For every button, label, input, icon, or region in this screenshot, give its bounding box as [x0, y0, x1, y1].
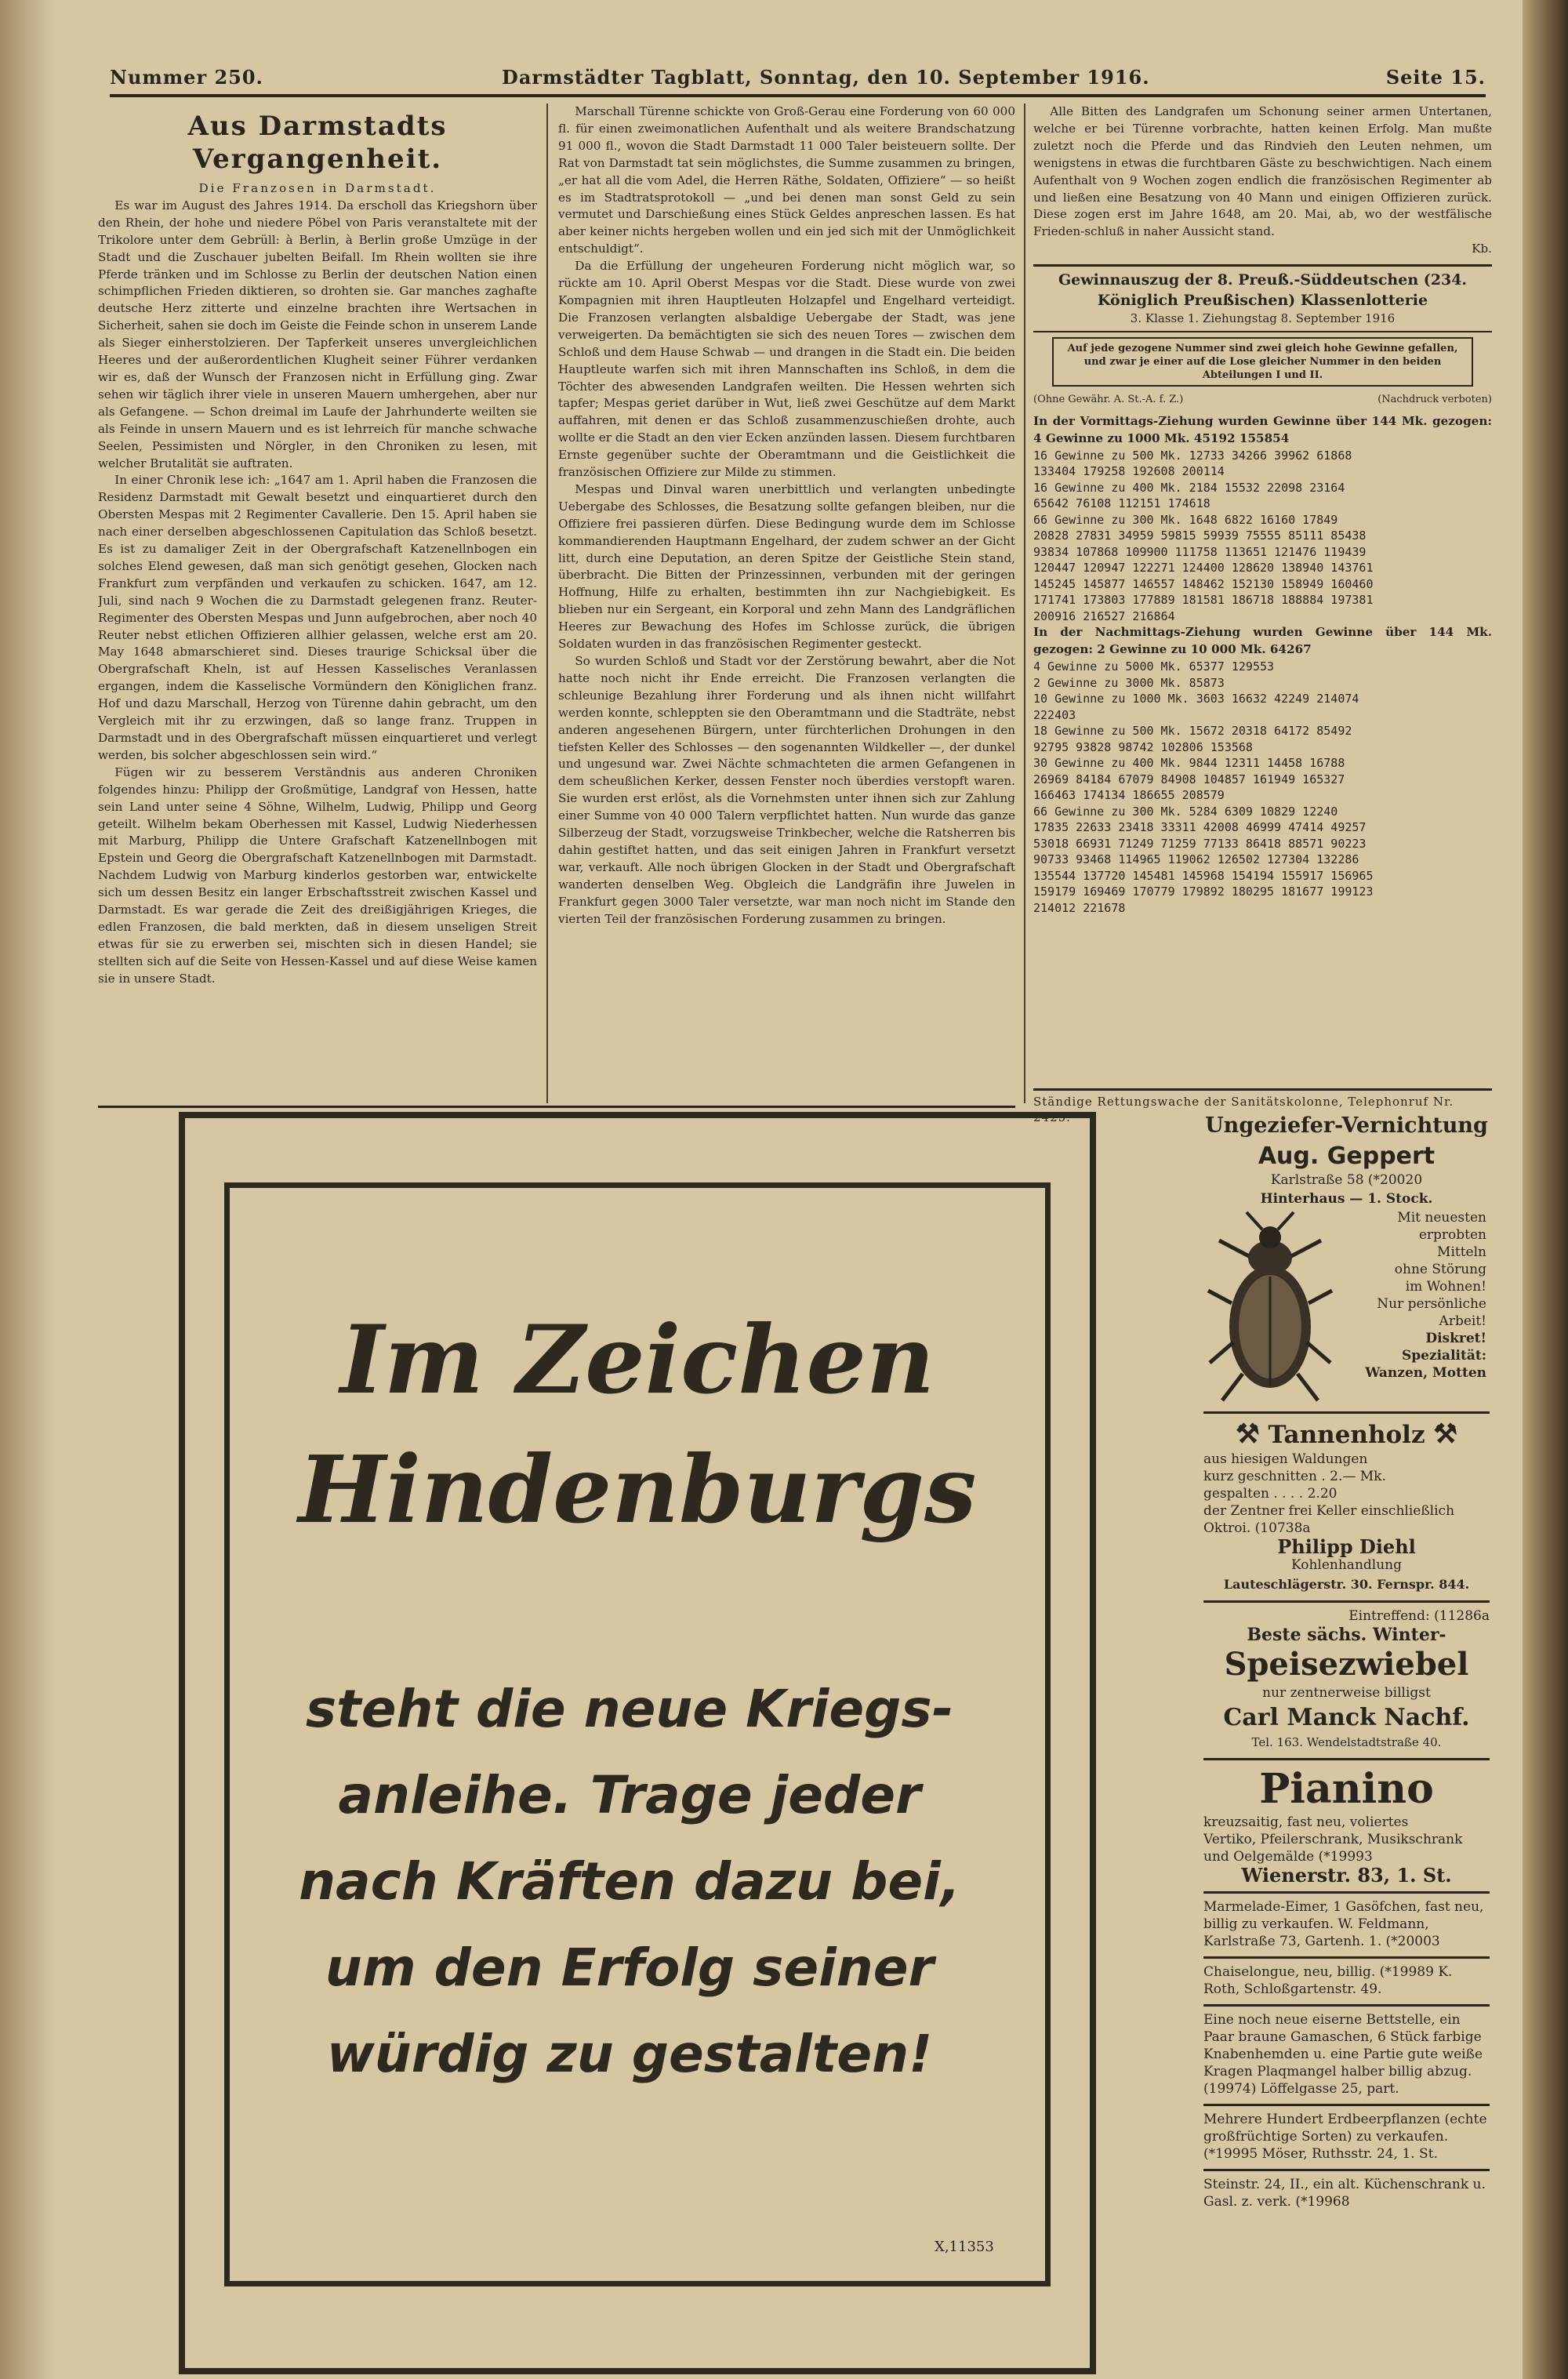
article-paragraph: In einer Chronik lese ich: „1647 am 1. April haben die Franzosen die Residenz Darmstadt mit Gewalt besetzt und einquartieret durch den Obersten Mespas mit 2 Regimenter Cavallerie. Den 15. April haben sie nach einer derselben abgeschlossenen Capitulation das Schloß besetzt. Es ist zu damaliger Zeit in der Obergrafschaft Katzenellnbogen ein solches Elend gewesen, daß man sich genötigt gesehen, Glocken nach Frankfurt zum verpfänden und verkaufen zu schicken. 1647, am 12. Juli, sind nach 9 Wochen die zu Darmstadt gelegenen franz. Reuter-Regimenter des Obersten Mespas und Junn aufgebrochen, aber noch 40 Reuter nebst etlichen Offizieren allhier gelassen, welche erst am 20. May 1648 abmarschieret sind. Dieses traurige Schicksal über die Obergrafschaft Kheln, ist auf Hessen Kasselisches Veranlassen ergangen, indem die Kasselische Vormündern den Königlichen franz. Hof und dazu Marschall, Herzog von Türenne dahin gebracht, um den Vergleich mit ihr zu erzwingen, daß so lange franz. Truppen in Darmstadt und in des Obergrafschaft müssen einquartieret und verlegt werden, bis solcher abgeschlossen sein wird.“	[98, 473, 537, 762]
lottery-row: 166463 174134 186655 208579	[1033, 788, 1225, 803]
ad-line: Spezialität:	[1401, 1348, 1486, 1364]
ad-body-line: anleihe. Trage jeder	[338, 1765, 921, 1825]
section-rule	[98, 1106, 1015, 1108]
section-rule	[1033, 1088, 1492, 1091]
lottery-row: 66 Gewinne zu 300 Mk. 1648 6822 16160 17849	[1033, 512, 1338, 527]
ad-address: Lauteschlägerstr. 30. Fernspr. 844.	[1223, 1577, 1470, 1592]
article-paragraph: Es war im August des Jahres 1914. Da erscholl das Kriegshorn über den Rhein, der hohe und niedere Pöbel von Paris veranstaltete mit der Trikolore unter dem Gebrüll: à Berlin, à Berlin große Umzüge in der Stadt und die Zuschauer jubelten Beifall. Im Rhein wollten sie ihre Pferde tränken und im Schlosse zu Berlin der deutschen Nation einen schimpflichen Frieden diktieren, so drohten sie. Gar manches zaghafte deutsche Herz zitterte und einzelne brachten ihre Wertsachen in Sicherheit, sahen sie doch im Geiste die Feinde schon in unserem Lande als Sieger einherstolzieren. Der Tapferkeit unseres unvergleichlichen Heeres und der außerordentlichen Klugheit seiner Führer verdanken wir es, daß der Wunsch der Franzosen nicht in Erfüllung ging. Zwar sehen wir täglich ihrer viele in unseren Mauern umhergehen, aber nur als Gefangene. — Schon dreimal im Laufe der Jahrhunderte weilten sie als Feinde in unsern Mauern und es ist lehrreich für manche schwache Seelen, Pessimisten und Nörgler, in den Chroniken zu lesen, mit welcher Brutalität sie auftraten.	[98, 198, 537, 470]
ad-line: ohne Störung	[1394, 1262, 1486, 1277]
lottery-row: 135544 137720 145481 145968 154194 155917 156965	[1033, 868, 1374, 883]
ad-sub: Hinterhaus — 1. Stock.	[1260, 1191, 1433, 1207]
lottery-title: Gewinnauszug der 8. Preuß.-Süddeutschen (234. Königlich Preußischen) Klassenlotterie	[1058, 271, 1468, 310]
lottery-row: 222403	[1033, 707, 1076, 722]
ad-small: Marmelade-Eimer, 1 Gasöfchen, fast neu, billig zu verkaufen. W. Feldmann, Karlstraße 73, Gartenh. 1. (*20003	[1203, 1894, 1490, 1959]
ad-line: Nur persönliche	[1377, 1296, 1486, 1312]
ad-ref: (*20020	[1367, 1172, 1423, 1188]
lottery-row: 26969 84184 67079 84908 104857 161949 165327	[1033, 772, 1345, 786]
ad-bug-text	[1337, 1209, 1490, 1382]
ad-tannenholz	[1203, 1414, 1490, 1603]
column-rule	[1024, 104, 1025, 1103]
lottery-row: 53018 66931 71249 71259 77133 86418 88571 90223	[1033, 836, 1367, 851]
ad-small: Mehrere Hundert Erdbeerpflanzen (echte großfrüchtige Sorten) zu verkaufen. (*19995 Möser, Ruthsstr. 24, 1. St.	[1203, 2106, 1490, 2171]
lottery-row: 200916 216527 216864	[1033, 608, 1175, 623]
ad-address: Tel. 163. Wendelstadtstraße 40.	[1251, 1735, 1442, 1749]
ad-title: Pianino	[1259, 1765, 1434, 1813]
column-rule	[546, 104, 548, 1103]
ad-body-line: um den Erfolg seiner	[325, 1938, 935, 1998]
ad-body-line: nach Kräften dazu bei,	[299, 1851, 960, 1912]
beetle-icon	[1203, 1209, 1337, 1405]
ad-body	[277, 1666, 982, 2098]
ad-title-row	[1203, 1418, 1490, 1451]
ad-line: aus hiesigen Waldungen	[1203, 1451, 1368, 1467]
masthead-date: Darmstädter Tagblatt, Sonntag, den 10. September 1916.	[502, 66, 1150, 89]
lottery-row: 214012 221678	[1033, 900, 1126, 915]
ad-line: Mitteln	[1437, 1244, 1486, 1260]
ad-line: kurz geschnitten . 2.— Mk.	[1203, 1469, 1386, 1484]
lottery-notice: Auf jede gezogene Nummer sind zwei gleich hohe Gewinne gefallen, und zwar je einer auf die Lose gleicher Nummer in den beiden Abteilungen I und II.	[1052, 337, 1473, 387]
article-subtitle: Die Franzosen in Darmstadt.	[198, 181, 437, 195]
ad-title: Tannenholz	[1268, 1421, 1425, 1449]
lottery-row: 159179 169469 170779 179892 180295 181677 199123	[1033, 884, 1374, 899]
lottery-row: 4 Gewinne zu 5000 Mk. 65377 129553	[1033, 659, 1275, 674]
article-signature: Kb.	[1472, 242, 1492, 256]
article-paragraph: Da die Erfüllung der ungeheuren Forderung nicht möglich war, so rückte am 10. April Oberst Mespas vor die Stadt. Diese wurde von zwei Kompagnien mit ihren Hauptleuten Holzapfel und Engelhard verteidigt. Die Franzosen verlangten alsbaldige Uebergabe der Stadt, was jene verweigerten. Da bemächtigten sie sich des neuen Tores — zwischen dem Schloß und dem Hause Schwab — und drangen in die Stadt ein. Die beiden Hauptleute warfen sich mit ihren Mannschaften ins Schloß, in dem die Töchter des abwesenden Landgrafen weilten. Die Hessen wehrten sich tapfer; Mespas geriet darüber in Wut, ließ zwei Geschütze auf dem Markt auffahren, mit denen er das Schloß zusammenzuschießen drohte, auch wollte er die Stadt an den vier Ecken anzünden lassen. Diesem furchtbaren Ernste gegenüber suchte der Oberamtmann und die Geistlichkeit die französischen Offiziere zur Milde zu stimmen.	[558, 259, 1015, 480]
lottery-row: 133404 179258 192608 200114	[1033, 464, 1225, 479]
ad-small: Eine noch neue eiserne Bettstelle, ein Paar braune Gamaschen, 6 Stück farbige Knabenhemden u. eine Partie gute weiße Kragen Plaqmangel halber billig abzug. (19974) Löffelgasse 25, part.	[1203, 2007, 1490, 2106]
article-paragraph: Alle Bitten des Landgrafen um Schonung seiner armen Untertanen, welche er bei Türenne vorbrachte, hatten keinen Erfolg. Man mußte zuletzt noch die Pferde und das Rindvieh den Leuten nehmen, um wenigstens in etwas die furchtbaren Gäste zu beschwichtigen. Nach einem Aufenthalt von 9 Wochen zogen endlich die französischen Regimenter ab und ließen eine Besatzung von 40 Mann und einigen Offizieren zurück. Diese zogen erst im Jahre 1648, am 20. Mai, ab, wo der westfälische Frieden-schluß in naher Aussicht stand.	[1033, 104, 1492, 239]
lottery-subtitle: 3. Klasse 1. Ziehungstag 8. September 1916	[1033, 311, 1492, 332]
ad-ungeziefer	[1203, 1106, 1490, 1414]
lottery-afternoon-head: In der Nachmittags-Ziehung wurden Gewinne über 144 Mk. gezogen: 2 Gewinne zu 10 000 Mk. 64267	[1033, 625, 1492, 657]
ad-line: im Wohnen!	[1405, 1279, 1486, 1295]
page-left-shadow	[0, 0, 55, 2379]
ad-headline-1: Im Zeichen	[339, 1305, 935, 1415]
ad-small: Chaiselongue, neu, billig. (*19989 K. Roth, Schloßgartenstr. 49.	[1203, 1959, 1490, 2007]
lottery-row: 10 Gewinne zu 1000 Mk. 3603 16632 42249 214074	[1033, 692, 1359, 706]
lottery-row: 2 Gewinne zu 3000 Mk. 85873	[1033, 675, 1225, 690]
lottery-row: 20828 27831 34959 59815 59939 75555 85111 85438	[1033, 528, 1367, 543]
lottery-row: 16 Gewinne zu 500 Mk. 12733 34266 39962 61868	[1033, 448, 1352, 463]
lottery-row: 30 Gewinne zu 400 Mk. 9844 12311 14458 16788	[1033, 756, 1345, 771]
lottery-row: 17835 22633 23418 33311 42008 46999 47414 49257	[1033, 820, 1367, 835]
ad-line: Diskret!	[1425, 1331, 1486, 1346]
ad-line: kreuzsaitig, fast neu, voliertes	[1203, 1814, 1409, 1830]
ad-line: Arbeit!	[1439, 1313, 1486, 1329]
article-column-3	[1033, 104, 1492, 1101]
lottery-row: 93834 107868 109900 111758 113651 121476 119439	[1033, 544, 1367, 559]
crossed-axes-icon: ⚒	[1433, 1418, 1457, 1450]
ad-speisezwiebel	[1203, 1603, 1490, 1760]
ad-firm: Carl Manck Nachf.	[1223, 1704, 1470, 1731]
rettungswache-notice: Ständige Rettungswache der Sanitätskolonne, Telephonruf Nr. 2425.	[1033, 1095, 1454, 1124]
article-column-1	[98, 104, 537, 1101]
lottery-row: 16 Gewinne zu 400 Mk. 2184 15532 22098 23164	[1033, 480, 1345, 495]
lottery-row: 120447 120947 122271 124400 128620 138940 143761	[1033, 561, 1374, 576]
ad-line: Wanzen, Motten	[1365, 1365, 1486, 1381]
war-bond-ad	[179, 1112, 1096, 2374]
ad-firm: Philipp Diehl	[1277, 1535, 1416, 1558]
ad-line: Vertiko, Pfeilerschrank, Musikschrank und Oelgemälde (*19993	[1203, 1832, 1463, 1865]
ad-bug-block	[1203, 1209, 1490, 1405]
ad-title: Speisezwiebel	[1224, 1646, 1469, 1683]
ad-line: gespalten . . . . 2.20	[1203, 1486, 1338, 1502]
lottery-section	[1033, 264, 1492, 916]
lottery-afternoon-rows	[1033, 659, 1492, 916]
ad-address: Wienerstr. 83, 1. St.	[1241, 1864, 1452, 1887]
lottery-row: 65642 76108 112151 174618	[1033, 496, 1210, 511]
issue-number: Nummer 250.	[110, 66, 263, 89]
article-paragraph: So wurden Schloß und Stadt vor der Zerstörung bewahrt, aber die Not hatte noch nicht ihr Ende erreicht. Die Franzosen verlangten die schleunige Bezahlung ihrer Forderung und als ihnen nicht willfahrt werden konnte, schleppten sie den Oberamtmann und die Stadträte, nebst anderen angesehenen Bürgern, unter fürchterlichen Drohungen in den tiefsten Keller des Schlosses — den sogenannten Wildkeller —, der dunkel und ungesund war. Zwei Nächte schmachteten die armen Gefangenen in dem scheußlichen Kerker, dessen Fenster noch überdies verstopft waren. Sie wurden erst erlöst, als die Vornehmsten unter ihnen sich zur Zahlung einer Summe von 40 000 Talern verpflichtet hatten. Nun wurde das ganze Silberzeug der Stadt, vorzugsweise Trinkbecher, welche die Ratsherren bis dahin gestiftet hatten, und das seit einigen Jahren in Frankfurt versetzt war, verkauft. Alle noch übrigen Glocken in der Stadt und Obergrafschaft wanderten denselben Weg. Obgleich die Landgräfin ihre Juwelen in Frankfurt gegen 3000 Taler versetzte, war man noch nicht im Stande den vierten Teil der französischen Forderung zusammen zu bringen.	[558, 654, 1015, 926]
lottery-note-left: (Ohne Gewähr. A. St.-A. f. Z.)	[1033, 394, 1184, 406]
ad-line: erprobten	[1418, 1227, 1486, 1243]
lottery-note-right: (Nachdruck verboten)	[1377, 394, 1492, 406]
ad-title: Ungeziefer-Vernichtung	[1205, 1113, 1488, 1138]
article-column-2	[558, 104, 1015, 1101]
ad-reference: X,11353	[935, 2239, 994, 2255]
classified-ads	[1203, 1106, 1490, 2368]
ad-body-line: steht die neue Kriegs-	[305, 1679, 954, 1739]
ad-firm-sub: Kohlenhandlung	[1290, 1557, 1402, 1573]
lottery-row: 92795 93828 98742 102806 153568	[1033, 739, 1253, 754]
ad-pianino	[1203, 1760, 1490, 1894]
ad-address-text: Karlstraße 58	[1270, 1172, 1364, 1188]
lottery-row: 145245 145877 146557 148462 152130 158949 160460	[1033, 576, 1374, 591]
crossed-axes-icon: ⚒	[1236, 1418, 1260, 1450]
ad-small: Steinstr. 24, II., ein alt. Küchenschrank u. Gasl. z. verk. (*19968	[1203, 2177, 1486, 2210]
lottery-morning-rows	[1033, 448, 1492, 625]
ad-pre: Eintreffend: (11286a	[1348, 1608, 1490, 1624]
article-paragraph: Mespas und Dinval waren unerbittlich und verlangten unbedingte Uebergabe des Schlosses, die Besatzung sollte gefangen bleiben, nur die Offiziere frei passieren dürfen. Diese Bedingung wurde dem im Schlosse kommandierenden Hauptmann Engelhard, der zudem schwer an der Gicht litt, durch eine Deputation, an deren Spitze der Geistliche Stein stand, überbracht. Die Bitten der Prinzessinnen, verbunden mit der geringen Hoffnung, Hilfe zu erhalten, bestimmten ihn zur Nachgiebigkeit. Es blieben nur ein Sergeant, ein Korporal und zehn Mann des Landgräflichen Heeres zur Bewachung des Hofes im Schlosse zurück, die übrigen Soldaten wurden in das französischen Regimenter gesteckt.	[558, 481, 1015, 652]
ad-address	[1203, 1171, 1490, 1190]
war-bond-ad-frame	[224, 1182, 1051, 2286]
ad-note: nur zentnerweise billigst	[1262, 1685, 1431, 1701]
binding-spine	[1523, 0, 1568, 2379]
lottery-row: 18 Gewinne zu 500 Mk. 15672 20318 64172 85492	[1033, 724, 1352, 739]
ad-line: Mit neuesten	[1397, 1210, 1486, 1226]
ad-line: der Zentner frei Keller einschließlich	[1203, 1503, 1455, 1519]
ad-headline-2: Hindenburgs	[298, 1435, 977, 1544]
lottery-row: 66 Gewinne zu 300 Mk. 5284 6309 10829 12240	[1033, 804, 1338, 819]
lottery-row: 90733 93468 114965 119062 126502 127304 132286	[1033, 852, 1359, 867]
lottery-morning-head: In der Vormittags-Ziehung wurden Gewinne über 144 Mk. gezogen: 4 Gewinne zu 1000 Mk. 45192 155854	[1033, 413, 1492, 445]
article-title: Aus Darmstadts Vergangenheit.	[187, 111, 448, 175]
lottery-row: 171741 173803 177889 181581 186718 188884 197381	[1033, 593, 1374, 608]
ad-line: Oktroi. (10738a	[1203, 1520, 1311, 1536]
article-paragraph: Fügen wir zu besserem Verständnis aus anderen Chroniken folgendes hinzu: Philipp der Großmütige, Landgraf von Hessen, hatte sein Land unter seine 4 Söhne, Wilhelm, Ludwig, Philipp und Georg geteilt. Wilhelm bekam Oberhessen mit Kassel, Ludwig Niederhessen mit Marburg, Philipp die Untere Grafschaft Katzenellnbogen mit Epstein und Georg die Obergrafschaft Katzenellnbogen mit Darmstadt. Nachdem Ludwig von Marburg kinderlos gestorben war, entwickelte sich um dessen Besitz ein langer Erbschaftsstreit zwischen Kassel und Darmstadt. Es war gerade die Zeit des dreißigjährigen Krieges, die edlen Franzosen, die bald merkten, daß in diesem unseligen Streit etwas für sie zu erwerben sei, mischten sich in diesen Handel; sie stellten sich auf die Seite von Hessen-Kassel und auf diese Weise kamen sie in unsere Stadt.	[98, 765, 537, 986]
page-header	[110, 63, 1486, 97]
ad-name: Aug. Geppert	[1258, 1142, 1436, 1170]
page-number: Seite 15.	[1385, 66, 1486, 89]
lottery-notes	[1033, 391, 1492, 409]
ad-pre2: Beste sächs. Winter-	[1247, 1625, 1446, 1645]
ad-body-line: würdig zu gestalten!	[326, 2024, 933, 2084]
article-paragraph: Marschall Türenne schickte von Groß-Gerau eine Forderung von 60 000 fl. für einen zweimonatlichen Aufenthalt und als weitere Brandschatzung 91 000 fl., wovon die Stadt Darmstadt 11 000 Taler beisteuern sollte. Der Rat von Darmstadt tat sein möglichstes, die Summe zusammen zu bringen, „er hat all die vom Adel, die Herren Räthe, Soldaten, Offiziere“ — so heißt es im Stadtratsprotokoll — „und bei denen man sonst Geld zu sein vermutet und Darschießung eines Stück Geldes anpreschen lassen. Es hat aber keiner nichts hergeben wollen und ein jed sich mit der Unmöglichkeit entschuldigt“.	[558, 104, 1015, 256]
